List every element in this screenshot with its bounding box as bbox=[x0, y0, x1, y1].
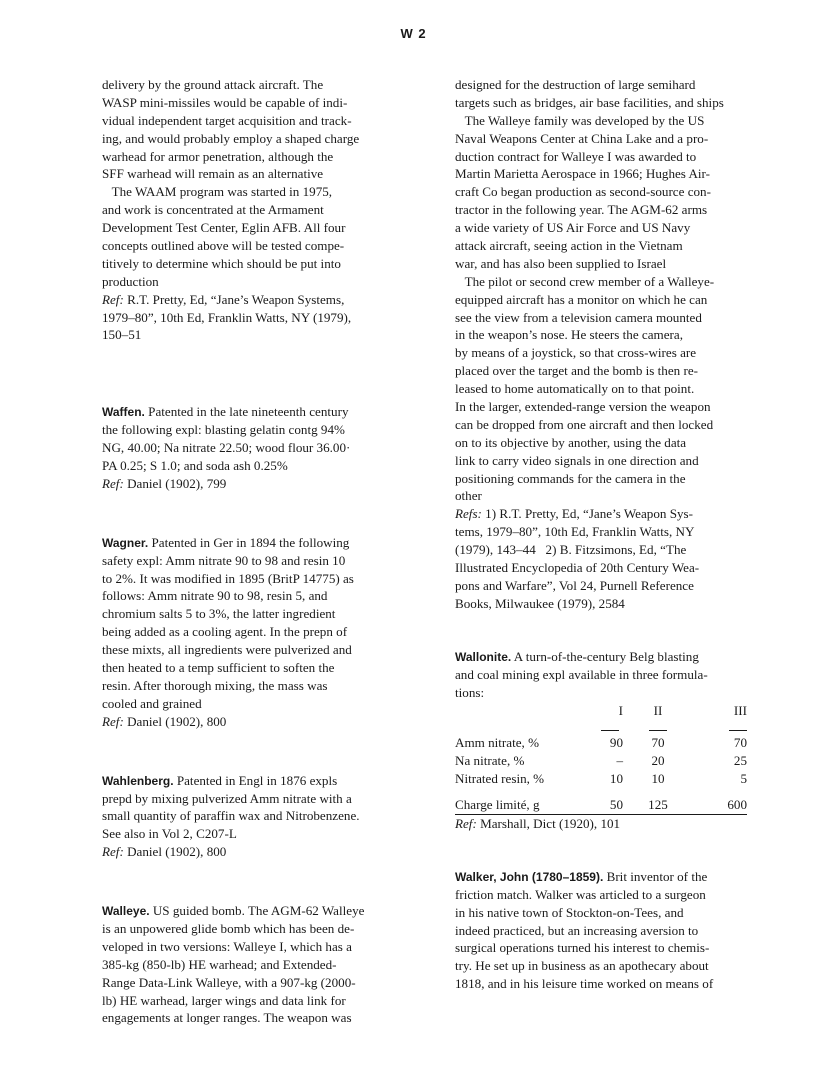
text-line: craft Co began production as second-source con- bbox=[455, 184, 711, 200]
text-line: The WAAM program was started in 1975, bbox=[102, 184, 333, 200]
text-line: follows: Amm nitrate 90 to 98, resin 5, and bbox=[102, 588, 328, 604]
text-line: and coal mining expl available in three formula- bbox=[455, 666, 708, 682]
text-line: See also in Vol 2, C207-L bbox=[102, 826, 237, 842]
text-line: small quantity of paraffin wax and Nitrobenzene. bbox=[102, 808, 360, 824]
entry-walker-john bbox=[455, 868, 747, 993]
formulation-table bbox=[455, 701, 747, 815]
text-line: see the view from a television camera mounted bbox=[455, 309, 702, 325]
text-line: vidual independent target acquisition and track- bbox=[102, 112, 352, 128]
walleye-continuation bbox=[455, 76, 747, 613]
entry-first-line bbox=[455, 868, 747, 886]
table-total-row bbox=[455, 796, 747, 814]
text-line: link to carry video signals in one direction and bbox=[455, 452, 699, 468]
table-cell: 5 bbox=[740, 771, 747, 787]
left-column bbox=[102, 76, 394, 1027]
entry-headword: Wagner. bbox=[102, 535, 149, 550]
text-line: tems, 1979–80”, 10th Ed, Franklin Watts, NY bbox=[455, 524, 695, 540]
text-line: in the weapon’s nose. He steers the camera, bbox=[455, 327, 683, 343]
text-line: veloped in two versions: Walleye I, which has a bbox=[102, 938, 352, 954]
table-cell: 600 bbox=[693, 796, 747, 814]
text-line: can be dropped from one aircraft and then locked bbox=[455, 416, 714, 432]
table-row bbox=[455, 734, 747, 752]
text-line: 1818, and in his leisure time worked on means of bbox=[455, 976, 714, 992]
text-line: surgical operations turned his interest to chemis- bbox=[455, 940, 710, 956]
table-cell: 70 bbox=[733, 735, 747, 751]
reference bbox=[102, 843, 394, 861]
text-line: Naval Weapons Center at China Lake and a pro- bbox=[455, 130, 709, 146]
text-line: leased to home automatically on to that point. bbox=[455, 381, 695, 397]
header-rule-row bbox=[455, 720, 747, 734]
text-line: delivery by the ground attack aircraft. The bbox=[102, 77, 324, 92]
reference bbox=[102, 475, 394, 493]
text-line: titively to determine which should be put into bbox=[102, 255, 341, 271]
ref-text: R.T. Pretty, Ed, “Jane’s Weapon Systems, bbox=[123, 291, 345, 307]
text-line: safety expl: Amm nitrate 90 to 98 and resin 10 bbox=[102, 552, 346, 568]
text-line: designed for the destruction of large semihard bbox=[455, 77, 696, 92]
text-line: resin. After thorough mixing, the mass was bbox=[102, 677, 328, 693]
ref-text: Daniel (1902), 800 bbox=[123, 713, 227, 729]
entry-first-line bbox=[455, 648, 747, 666]
text-line: other bbox=[455, 488, 482, 504]
entry-first-line bbox=[102, 534, 394, 552]
ref-text: Marshall, Dict (1920), 101 bbox=[476, 816, 621, 832]
text-line: by means of a joystick, so that cross-wires are bbox=[455, 345, 697, 361]
table-row bbox=[455, 752, 747, 770]
entry-first-line bbox=[102, 772, 394, 790]
text-line: these mixts, all ingredients were pulverized and bbox=[102, 642, 352, 658]
entry-wahlenberg bbox=[102, 772, 394, 861]
column-header: I bbox=[618, 702, 623, 718]
table-cell: 125 bbox=[623, 796, 693, 814]
text-line: Development Test Center, Eglin AFB. All four bbox=[102, 220, 346, 236]
text-line: Martin Marietta Aerospace in 1966; Hughes Air- bbox=[455, 166, 711, 182]
text-line: concepts outlined above will be tested compe- bbox=[102, 238, 345, 254]
ref-label: Ref: bbox=[102, 844, 124, 860]
text-line: and work is concentrated at the Armament bbox=[102, 202, 324, 218]
table-cell: 70 bbox=[651, 735, 665, 751]
text-line: tions: bbox=[455, 684, 485, 700]
ref-label: Refs: bbox=[455, 506, 482, 522]
text-line: targets such as bridges, air base facilities, and ships bbox=[455, 94, 724, 110]
text-line: NG, 40.00; Na nitrate 22.50; wood flour 36.00· bbox=[102, 440, 351, 456]
table-cell: 50 bbox=[569, 796, 623, 814]
text-line: on to its objective by another, using the data bbox=[455, 434, 687, 450]
text-line: warhead for armor penetration, although the bbox=[102, 148, 334, 164]
column-header: II bbox=[653, 702, 663, 718]
table-corner bbox=[455, 701, 569, 720]
right-column bbox=[455, 76, 747, 993]
row-label: Na nitrate, % bbox=[455, 753, 525, 769]
text-line: try. He set up in business as an apothecary about bbox=[455, 958, 709, 974]
text-line: The Walleye family was developed by the US bbox=[455, 112, 705, 128]
text-line: production bbox=[102, 273, 159, 289]
text-line: positioning commands for the camera in the bbox=[455, 470, 686, 486]
text-line: the following expl: blasting gelatin contg 94% bbox=[102, 422, 345, 438]
row-label: Nitrated resin, % bbox=[455, 771, 545, 787]
text-line: (1979), 143–44 2) B. Fitzsimons, Ed, “The bbox=[455, 542, 687, 558]
text-line: PA 0.25; S 1.0; and soda ash 0.25% bbox=[102, 458, 288, 474]
waam-continuation bbox=[102, 76, 394, 344]
table-cell: 90 bbox=[609, 735, 623, 751]
table-header-row bbox=[455, 701, 747, 720]
header-rule bbox=[693, 720, 747, 734]
entry-headword: Walleye. bbox=[102, 904, 150, 919]
entry-text: Brit inventor of the bbox=[603, 868, 708, 884]
header-rule bbox=[623, 720, 693, 734]
reference bbox=[102, 291, 394, 309]
reference bbox=[455, 505, 747, 523]
ref-label: Ref: bbox=[102, 475, 124, 491]
row-label: Amm nitrate, % bbox=[455, 735, 539, 751]
column-header: III bbox=[733, 702, 747, 718]
reference bbox=[455, 815, 747, 833]
text-line: The pilot or second crew member of a Walleye- bbox=[455, 273, 715, 289]
text-line: being added as a cooling agent. In the prepn of bbox=[102, 624, 348, 640]
entry-headword: Wahlenberg. bbox=[102, 773, 174, 788]
table-cell: – bbox=[616, 753, 623, 769]
text-line: war, and has also been supplied to Israel bbox=[455, 255, 667, 271]
text-line: In the larger, extended-range version the weapon bbox=[455, 399, 711, 415]
table-cell: 25 bbox=[733, 753, 747, 769]
ref-label: Ref: bbox=[102, 291, 124, 307]
table-cell: 10 bbox=[651, 771, 665, 787]
text-line: indeed practiced, but an increasing aversion to bbox=[455, 922, 699, 938]
text-line: cooled and grained bbox=[102, 695, 202, 711]
entry-wallonite bbox=[455, 648, 747, 833]
text-line: 385-kg (850-lb) HE warhead; and Extended- bbox=[102, 956, 337, 972]
text-line: friction match. Walker was articled to a surgeon bbox=[455, 886, 706, 902]
entry-text: US guided bomb. The AGM-62 Walleye bbox=[149, 903, 365, 919]
text-line: placed over the target and the bomb is then re- bbox=[455, 363, 698, 379]
text-line: is an unpowered glide bomb which has been de- bbox=[102, 920, 355, 936]
entry-walleye bbox=[102, 902, 394, 1027]
entry-waffen bbox=[102, 403, 394, 492]
text-line: chromium salts 5 to 3%, the latter ingredient bbox=[102, 606, 336, 622]
ref-text: Daniel (1902), 800 bbox=[123, 844, 227, 860]
text-line: Illustrated Encyclopedia of 20th Century Wea- bbox=[455, 560, 700, 576]
entry-text: Patented in Engl in 1876 expls bbox=[173, 772, 338, 788]
text-line: SFF warhead will remain as an alternative bbox=[102, 166, 324, 182]
text-line: pons and Warfare”, Vol 24, Purnell Reference bbox=[455, 577, 694, 593]
header-rule bbox=[569, 720, 623, 734]
ref-text: 1) R.T. Pretty, Ed, “Jane’s Weapon Sys- bbox=[481, 506, 693, 522]
entry-headword: Wallonite. bbox=[455, 649, 512, 664]
entry-headword: Walker, John (1780–1859). bbox=[455, 869, 604, 884]
entry-first-line bbox=[102, 403, 394, 421]
text-line: 150–51 bbox=[102, 327, 142, 343]
text-line: in his native town of Stockton-on-Tees, and bbox=[455, 904, 684, 920]
text-line: ing, and would probably employ a shaped charge bbox=[102, 130, 360, 146]
entry-wagner bbox=[102, 534, 394, 731]
entry-headword: Waffen. bbox=[102, 405, 145, 420]
text-line: duction contract for Walleye I was awarded to bbox=[455, 148, 697, 164]
text-line: attack aircraft, seeing action in the Vietnam bbox=[455, 238, 683, 254]
table-cell: 20 bbox=[651, 753, 665, 769]
ref-label: Ref: bbox=[455, 816, 477, 832]
text-line: a wide variety of US Air Force and US Navy bbox=[455, 220, 691, 236]
text-line: equipped aircraft has a monitor on which he can bbox=[455, 291, 708, 307]
page-number: W 2 bbox=[400, 26, 427, 41]
text-line: engagements at longer ranges. The weapon was bbox=[102, 1010, 352, 1026]
text-line: WASP mini-missiles would be capable of indi- bbox=[102, 94, 348, 110]
ref-text: Daniel (1902), 799 bbox=[123, 475, 227, 491]
text-line: lb) HE warhead, larger wings and data link for bbox=[102, 992, 346, 1008]
text-line: 1979–80”, 10th Ed, Franklin Watts, NY (1979), bbox=[102, 309, 352, 325]
text-line: prepd by mixing pulverized Amm nitrate with a bbox=[102, 790, 352, 806]
text-line: to 2%. It was modified in 1895 (BritP 14775) as bbox=[102, 570, 354, 586]
text-line: Range Data-Link Walleye, with a 907-kg (2000- bbox=[102, 974, 356, 990]
text-line: tractor in the following year. The AGM-62 arms bbox=[455, 202, 708, 218]
entry-text: A turn-of-the-century Belg blasting bbox=[511, 648, 699, 664]
text-line: then heated to a temp sufficient to soften the bbox=[102, 660, 335, 676]
text-line: Books, Milwaukee (1979), 2584 bbox=[455, 595, 625, 611]
entry-text: Patented in the late nineteenth century bbox=[144, 404, 349, 420]
entry-text: Patented in Ger in 1894 the following bbox=[148, 534, 350, 550]
table-cell: 10 bbox=[609, 771, 623, 787]
table-row bbox=[455, 770, 747, 788]
entry-first-line bbox=[102, 902, 394, 920]
reference bbox=[102, 713, 394, 731]
ref-label: Ref: bbox=[102, 713, 124, 729]
row-label: Charge limité, g bbox=[455, 796, 569, 814]
